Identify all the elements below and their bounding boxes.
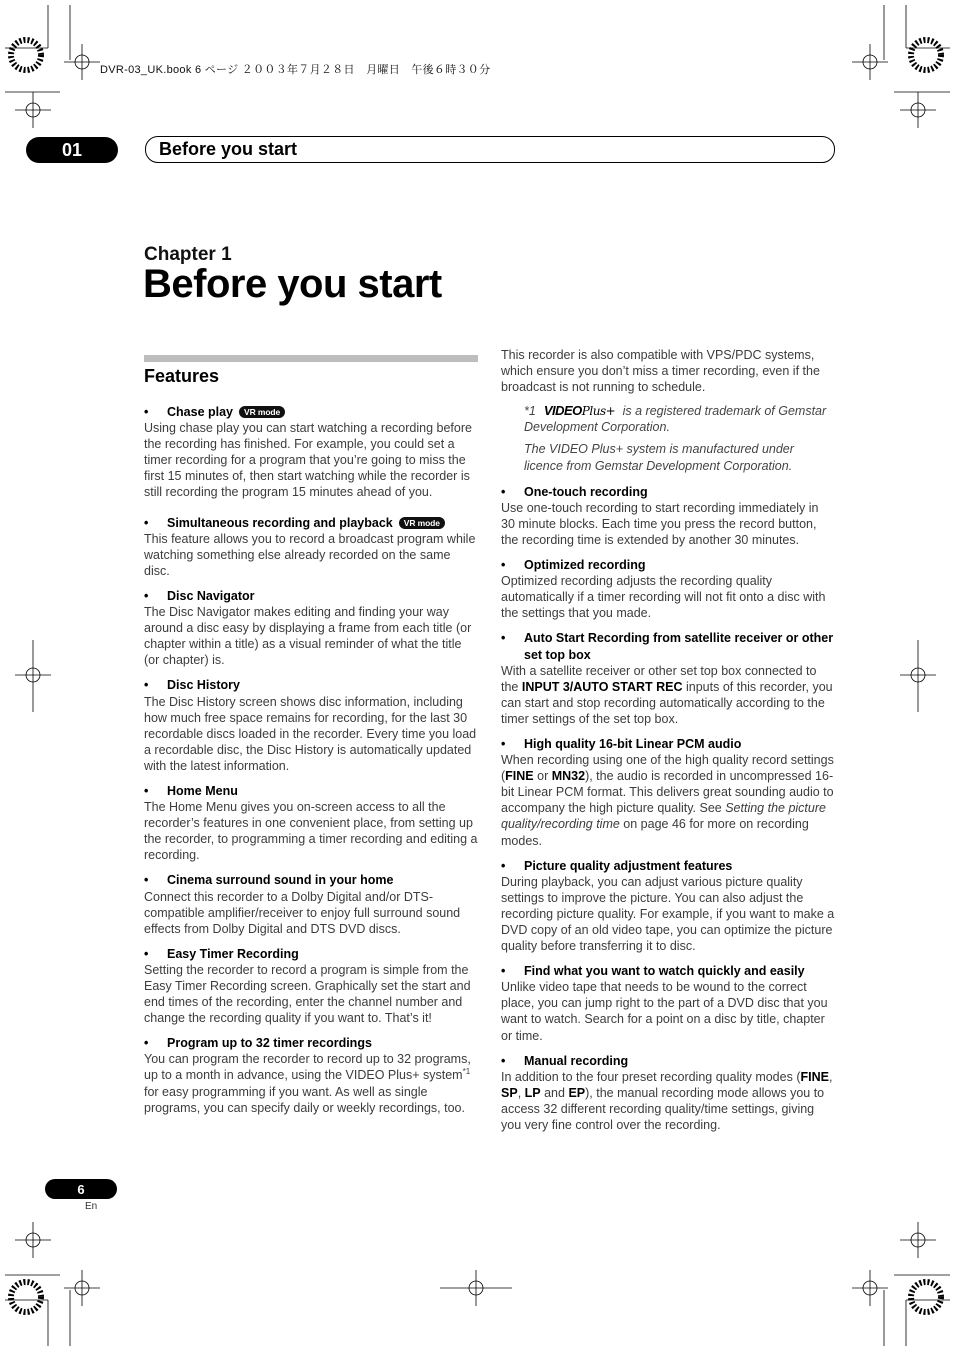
features-rule (144, 355, 478, 362)
logo-script: Plus+ (581, 404, 616, 419)
feature-title: Find what you want to watch quickly and easily (524, 964, 805, 979)
logo-text: VIDEO (543, 403, 582, 419)
intro-paragraph: This recorder is also compatible with VPS/PDC systems, which ensure you don’t miss a timer recording, even if the broadcast is not running to schedule. (501, 348, 820, 395)
licence-note: The VIDEO Plus+ system is manufactured under licence from Gemstar Development Corporation. (524, 442, 794, 473)
feature-body: Connect this recorder to a Dolby Digital and/or DTS-compatible amplifier/receiver to enjoy full surround sound effects from Dolby Digital and DTS DVD discs. (144, 889, 461, 936)
body-text: ), the audio is recorded in uncompressed 16-bit Linear PCM format. This delivers great sounding audio to accompany the high picture quality. See (501, 769, 834, 816)
feature-title: Simultaneous recording and playback (167, 515, 393, 530)
feature-body: Optimized recording adjusts the recording quality automatically if a timer recording will not fit onto a disc with the settings that you made. (501, 574, 826, 621)
feature-item (144, 1035, 478, 1115)
bullet: • (501, 484, 506, 499)
feature-title: Picture quality adjustment features (524, 858, 733, 873)
feature-body (144, 1051, 478, 1115)
features-heading: Features (144, 366, 220, 386)
feature-item (144, 783, 478, 863)
feature-title: High quality 16-bit Linear PCM audio (524, 736, 742, 751)
video-plus-logo (544, 403, 615, 418)
feature-item (501, 630, 835, 727)
feature-item (501, 1053, 835, 1133)
feature-title: Auto Start Recording from satellite receiver or other set top box (524, 631, 834, 662)
separator: , (828, 1069, 833, 1084)
feature-title: Cinema surround sound in your home (167, 873, 394, 888)
feature-title: Disc History (167, 678, 240, 693)
feature-item (144, 872, 478, 936)
bullet: • (501, 736, 506, 751)
feature-item (501, 858, 835, 955)
body-text: inputs of this recorder, you can start and stop recording automatically according to the timer settings of the set top box. (501, 679, 833, 726)
feature-item (144, 404, 478, 501)
body-text: for easy programming if you want. As well as single programs, you can specify daily or weekly recordings, too. (144, 1084, 465, 1115)
bullet: • (501, 1053, 506, 1068)
bullet: • (144, 783, 149, 798)
section-title: Before you start (159, 139, 298, 159)
bullet: • (501, 558, 506, 573)
feature-item (144, 515, 478, 579)
vr-mode-badge: VR mode (239, 406, 285, 418)
bullet: • (144, 515, 149, 530)
bullet: • (144, 873, 149, 888)
vr-mode-badge: VR mode (399, 517, 445, 529)
feature-body (501, 663, 835, 727)
right-column (501, 347, 835, 1142)
feature-title: Optimized recording (524, 558, 646, 573)
body-text: or (533, 769, 552, 784)
feature-title: One-touch recording (524, 484, 648, 499)
page-number: 6 (45, 1179, 117, 1199)
feature-item (144, 946, 478, 1026)
feature-body: The Disc History screen shows disc information, including how much free space remains for recording, for the last 30 recordable discs loaded in the recorder. Every time you load a recordable disc, the Disc History is automatically updated with the latest information. (144, 694, 477, 773)
left-column (144, 404, 478, 1125)
feature-title: Manual recording (524, 1053, 629, 1068)
key-term: EP (568, 1085, 586, 1100)
feature-body (501, 752, 835, 849)
bullet: • (501, 631, 506, 646)
feature-title: Home Menu (167, 783, 238, 798)
feature-title: Chase play (167, 405, 234, 419)
chapter-label: Chapter 1 (144, 244, 232, 265)
bullet: • (144, 678, 149, 693)
feature-body: Unlike video tape that needs to be wound to the correct place, you can jump right to the part of a DVD disc that you want to watch. Search for a point on a disc by title, chapter or time. (501, 980, 828, 1043)
bullet: • (501, 964, 506, 979)
feature-body: Using chase play you can start watching a recording before the recording has finished. For example, you could set a timer recording for a program that you’re going to miss the first 15 minutes of, then start watching while the recorder is still recording the program 15 minutes ahead of you. (144, 421, 472, 500)
feature-title: Program up to 32 timer recordings (167, 1036, 372, 1051)
cross-reference: Setting the picture quality/recording time (501, 801, 826, 832)
chapter-title: Before you start (143, 262, 442, 306)
feature-body: Setting the recorder to record a program is simple from the Easy Timer Recording screen. Graphically set the start and end times of the recording, enter the channel number and change the recording quality if you want to. That’s it! (144, 962, 471, 1026)
feature-item (144, 677, 478, 774)
feature-item (501, 963, 835, 1043)
feature-body: During playback, you can adjust various picture quality settings to improve the picture. You can also adjust the recording picture quality. For example, if you want to make a DVD copy of an old video tape, you can optimize the picture quality before transferring it to disc. (501, 874, 835, 954)
feature-item (144, 588, 478, 668)
key-term: FINE (800, 1069, 829, 1084)
separator: , (517, 1085, 525, 1100)
trademark-note (524, 403, 835, 435)
body-text: When recording using one of the high quality record settings ( (501, 753, 834, 784)
feature-body: This feature allows you to record a broadcast program while watching something else already recorded on the same disc. (144, 531, 476, 578)
footnote-mark: *1 (524, 404, 536, 419)
footnote-ref: *1 (462, 1067, 471, 1077)
key-term: MN32 (551, 769, 586, 784)
feature-title: Disc Navigator (167, 588, 255, 603)
feature-body: The Disc Navigator makes editing and finding your way around a disc easy by displaying a frame from each title (or chapter within a title) as a visual reminder of what the title (or chapter) is. (144, 605, 472, 668)
separator: and (540, 1085, 569, 1100)
feature-title: Easy Timer Recording (167, 946, 299, 961)
bullet: • (144, 405, 149, 419)
body-text: ), the manual recording mode allows you to access 32 different recording quality/time settings, giving you very fine control over the recording. (501, 1085, 825, 1133)
key-term: LP (524, 1085, 541, 1100)
bullet: • (501, 858, 506, 873)
feature-body: Use one-touch recording to start recording immediately in 30 minute blocks. Each time you press the record button, the recording time is extended by another 30 minutes. (501, 500, 819, 547)
bullet: • (144, 1036, 149, 1051)
language-code: En (85, 1201, 98, 1212)
print-header: DVR-03_UK.book 6 ページ ２００３年７月２８日 月曜日 午後６時３０分 (100, 64, 491, 76)
body-text: With a satellite receiver or other set top box connected to the (501, 663, 817, 694)
body-text: You can program the recorder to record up to 32 programs, up to a month in advance, using the VIDEO Plus+ system (144, 1052, 471, 1083)
feature-item (501, 736, 835, 849)
key-term: SP (501, 1085, 518, 1100)
chapter-number-badge: 01 (26, 137, 118, 163)
feature-item (501, 484, 835, 548)
section-header (145, 136, 835, 163)
note-text: is a registered trademark of Gemstar Development Corporation. (524, 404, 827, 435)
feature-item (501, 557, 835, 621)
bullet: • (144, 588, 149, 603)
body-text: on page 46 for more on recording modes. (501, 817, 809, 848)
feature-body (501, 1069, 835, 1133)
bullet: • (144, 946, 149, 961)
feature-body: The Home Menu gives you on-screen access to all the recorder’s features in one convenient place, from setting up the recorder, to programming a timer recording and editing a recording. (144, 800, 478, 863)
body-text: In addition to the four preset recording quality modes ( (501, 1069, 801, 1084)
key-term: INPUT 3/AUTO START REC (521, 679, 683, 694)
key-term: FINE (505, 769, 534, 784)
